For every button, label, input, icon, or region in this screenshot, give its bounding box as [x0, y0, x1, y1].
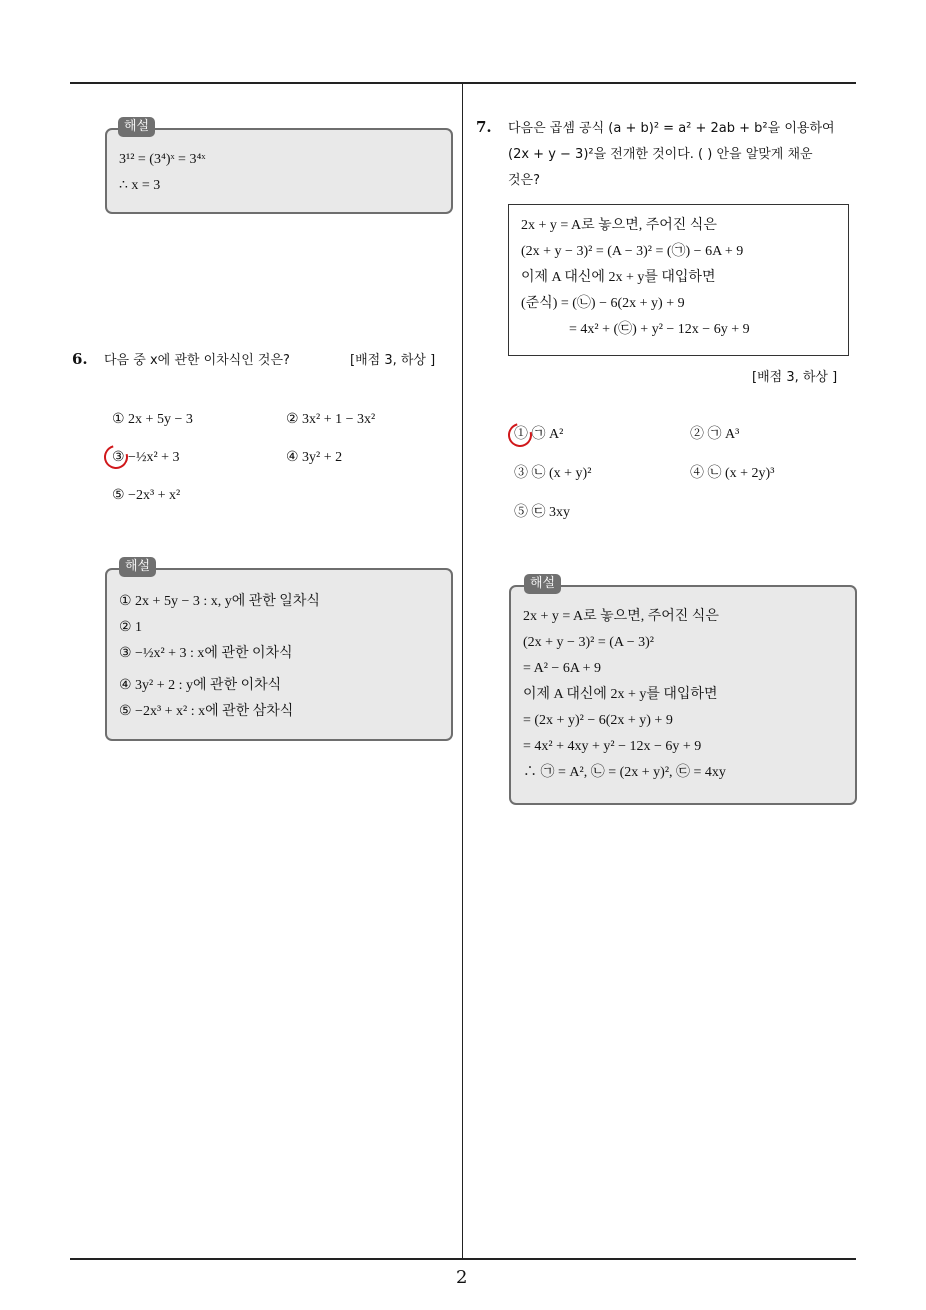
box-line: 2x + y = A로 놓으면, 주어진 식은	[521, 218, 717, 233]
question-text-line2: (2x + y − 3)²을 전개한 것이다. ( ) 안을 알맞게 채운	[508, 147, 813, 162]
solution-line: = 4x² + 4xy + y² − 12x − 6y + 9	[523, 739, 702, 754]
answer-mark-circle	[504, 419, 537, 452]
page-number: 2	[456, 1267, 468, 1288]
option-4[interactable]: ④ 3y² + 2	[286, 450, 343, 465]
prev-solution-box	[105, 128, 453, 214]
solution-line: ∴ ㉠ = A², ㉡ = (2x + y)², ㉢ = 4xy	[523, 765, 726, 780]
solution-line: ④ 3y² + 2 : y에 관한 이차식	[119, 678, 282, 693]
score-label: [배점 3, 하상 ]	[350, 353, 436, 368]
box-line: 이제 A 대신에 2x + y를 대입하면	[521, 270, 716, 285]
solution-line: (2x + y − 3)² = (A − 3)²	[523, 635, 654, 650]
solution-line: ⑤ −2x³ + x² : x에 관한 삼차식	[119, 704, 294, 719]
option-1[interactable]: ① ㉠ A²	[514, 427, 564, 442]
option-3[interactable]: ③ ㉡ (x + y)²	[514, 466, 592, 481]
box-line: = 4x² + (㉢) + y² − 12x − 6y + 9	[569, 322, 750, 337]
option-4[interactable]: ④ ㉡ (x + 2y)³	[690, 466, 775, 481]
box-line: (준식) = (㉡) − 6(2x + y) + 9	[521, 296, 685, 311]
column-divider	[462, 82, 463, 1260]
option-1[interactable]: ① 2x + 5y − 3	[112, 412, 193, 427]
solution-line: = (2x + y)² − 6(2x + y) + 9	[523, 713, 673, 728]
option-5[interactable]: ⑤ −2x³ + x²	[112, 488, 181, 503]
solution-line: 3¹² = (3⁴)ˣ = 3⁴ˣ	[119, 152, 206, 167]
solution-line: ① 2x + 5y − 3 : x, y에 관한 일차식	[119, 594, 320, 609]
solution-tag: 해설	[524, 574, 561, 594]
top-rule	[70, 82, 856, 84]
option-5[interactable]: ⑤ ㉢ 3xy	[514, 505, 570, 520]
solution-tag: 해설	[119, 557, 156, 577]
option-3[interactable]: ③ −½x² + 3	[112, 450, 180, 465]
solution-line: = A² − 6A + 9	[523, 661, 602, 676]
solution-line: ② 1	[119, 620, 143, 635]
score-label: [배점 3, 하상 ]	[752, 370, 838, 385]
solution-line: ③ −½x² + 3 : x에 관한 이차식	[119, 646, 293, 661]
q6-solution-box	[105, 568, 453, 741]
solution-tag: 해설	[118, 117, 155, 137]
answer-mark-circle	[100, 441, 133, 474]
option-2[interactable]: ② 3x² + 1 − 3x²	[286, 412, 376, 427]
question-text-line3: 것은?	[508, 173, 541, 188]
q7-solution-box	[509, 585, 857, 805]
question-text-line1: 다음은 곱셈 공식 (a + b)² = a² + 2ab + b²을 이용하여	[508, 121, 835, 136]
solution-line: ∴ x = 3	[119, 178, 161, 193]
option-2[interactable]: ② ㉠ A³	[690, 427, 740, 442]
question-number: 6.	[72, 350, 88, 368]
question-text: 다음 중 x에 관한 이차식인 것은?	[104, 353, 290, 368]
box-line: (2x + y − 3)² = (A − 3)² = (㉠) − 6A + 9	[521, 244, 744, 259]
question-number: 7.	[476, 118, 492, 136]
given-derivation-box	[508, 204, 849, 356]
solution-line: 이제 A 대신에 2x + y를 대입하면	[523, 687, 718, 702]
solution-line: 2x + y = A로 놓으면, 주어진 식은	[523, 609, 719, 624]
bottom-rule	[70, 1258, 856, 1260]
